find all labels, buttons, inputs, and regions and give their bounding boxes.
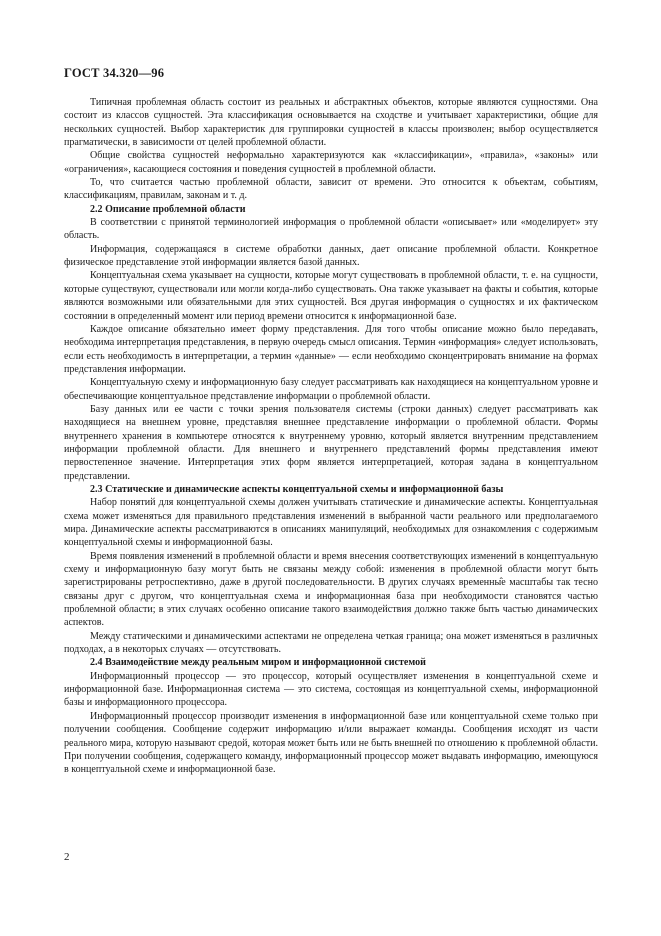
paragraph: Концептуальная схема указывает на сущности, которые могут существовать в проблемной области, т. е. на сущности, которые существуют, существовали или могли когда-либо существовать. Она также указывает на факты и события, которые являются возможными или обязательными для этих сущностей. Вся другая информация о сущностях и их фактическом состоянии в определенный момент или период времени относится к информационной базе. xyxy=(64,270,598,322)
paragraph: Общие свойства сущностей неформально характеризуются как «классификации», «правила», «законы» или «ограничения», касающиеся состояния и поведения сущностей в проблемной области. xyxy=(64,150,598,175)
paragraph: Информационный процессор — это процессор, который осуществляет изменения в концептуальной схеме и информационной базе. Информационная система — это система, состоящая из концептуальной схемы, информационной базы и информационного процессора. xyxy=(64,670,598,709)
paragraph: Время появления изменений в проблемной области и время внесения соответствующих изменений в концептуальную схему и информационную базу могут быть не связаны между собой: изменения в проблемной области могут быть зарегистрированы ретроспективно, даже в другой последовательности. В других случаях временны̂е масштабы так тесно связаны друг с другом, что концептуальная схема и информационная база при необходимости становятся частью проблемной области; в этих случаях особенно описание такого взаимодействия должно также быть частью динамических аспектов. xyxy=(64,550,598,629)
section-heading-2-3: 2.3 Статические и динамические аспекты концептуальной схемы и информационной базы xyxy=(90,483,504,495)
section-heading-2-4: 2.4 Взаимодействие между реальным миром и информационной системой xyxy=(90,657,426,669)
paragraph: Между статическими и динамическими аспектами не определена четкая граница; она может изменяться в различных подходах, а в некоторых случаях — отсутствовать. xyxy=(64,630,598,656)
paragraph: Концептуальную схему и информационную базу следует рассматривать как находящиеся на концептуальном уровне и обеспечивающие концептуальное представление информации о проблемной области. xyxy=(64,377,598,402)
paragraph: Типичная проблемная область состоит из реальных и абстрактных объектов, которые являются сущностями. Она состоит из классов сущностей. Эта классификация основывается на сходстве и учитывает характеристики, общие для нескольких сущностей. Выбор характеристик для группировки сущностей в классы произволен; выбор осуществляется прагматически, в зависимости от целей проблемной области. xyxy=(64,97,598,149)
paragraph: Информация, содержащаяся в системе обработки данных, дает описание проблемной области. Конкретное физическое представление этой информации является базой данных. xyxy=(64,243,598,269)
standard-code-header: ГОСТ 34.320—96 xyxy=(64,66,165,80)
section-heading-2-2: 2.2 Описание проблемной области xyxy=(90,203,246,215)
document-body xyxy=(64,96,598,777)
paragraph: Каждое описание обязательно имеет форму представления. Для того чтобы описание можно было передавать, необходима интерпретация представления, в первую очередь смысл описания. Термин «информация» следует использовать, если есть необходимость в интерпретации, а термин «данные» — если необходимо сконцентрировать внимание на формах представления информации. xyxy=(64,323,598,375)
page-number: 2 xyxy=(64,851,70,863)
paragraph: В соответствии с принятой терминологией информация о проблемной области «описывает» или «моделирует» эту область. xyxy=(64,217,598,242)
paragraph: Набор понятий для концептуальной схемы должен учитывать статические и динамические аспекты. Концептуальная схема может изменяться для правильного представления изменений в выбранной части реального или предполагаемого мира. Динамические аспекты рассматриваются в описаниях манипуляций, необходимых для ознакомления с содержимым концептуальной схемы и информационной базы. xyxy=(64,497,598,549)
paragraph: Базу данных или ее части с точки зрения пользователя системы (строки данных) следует рассматривать как находящиеся на внешнем уровне, представляя внешнее представление информации о проблемной области. Формы внутреннего хранения в компьютере относятся к внутреннему уровню, который является внутренним представлением информации проблемной области. Для внешнего и внутреннего представлений формы представления имеют первостепенное значение. Интерпретация этих форм является интерпретацией, которая задана в концептуальном представлении. xyxy=(64,403,598,482)
paragraph: Информационный процессор производит изменения в информационной базе или концептуальной схеме только при получении сообщения. Сообщение содержит информацию и/или выражает команды. Сообщения исходят из части реального мира, которую называют средой, которая может быть или не быть внешней по отношению к проблемной области. При получении сообщения, содержащего команду, информационный процессор может выдавать информацию, имеющуюся в концептуальной схеме и информационной базе. xyxy=(64,710,598,776)
paragraph: То, что считается частью проблемной области, зависит от времени. Это относится к объектам, событиям, классификациям, правилам, законам и т. д. xyxy=(64,177,598,202)
